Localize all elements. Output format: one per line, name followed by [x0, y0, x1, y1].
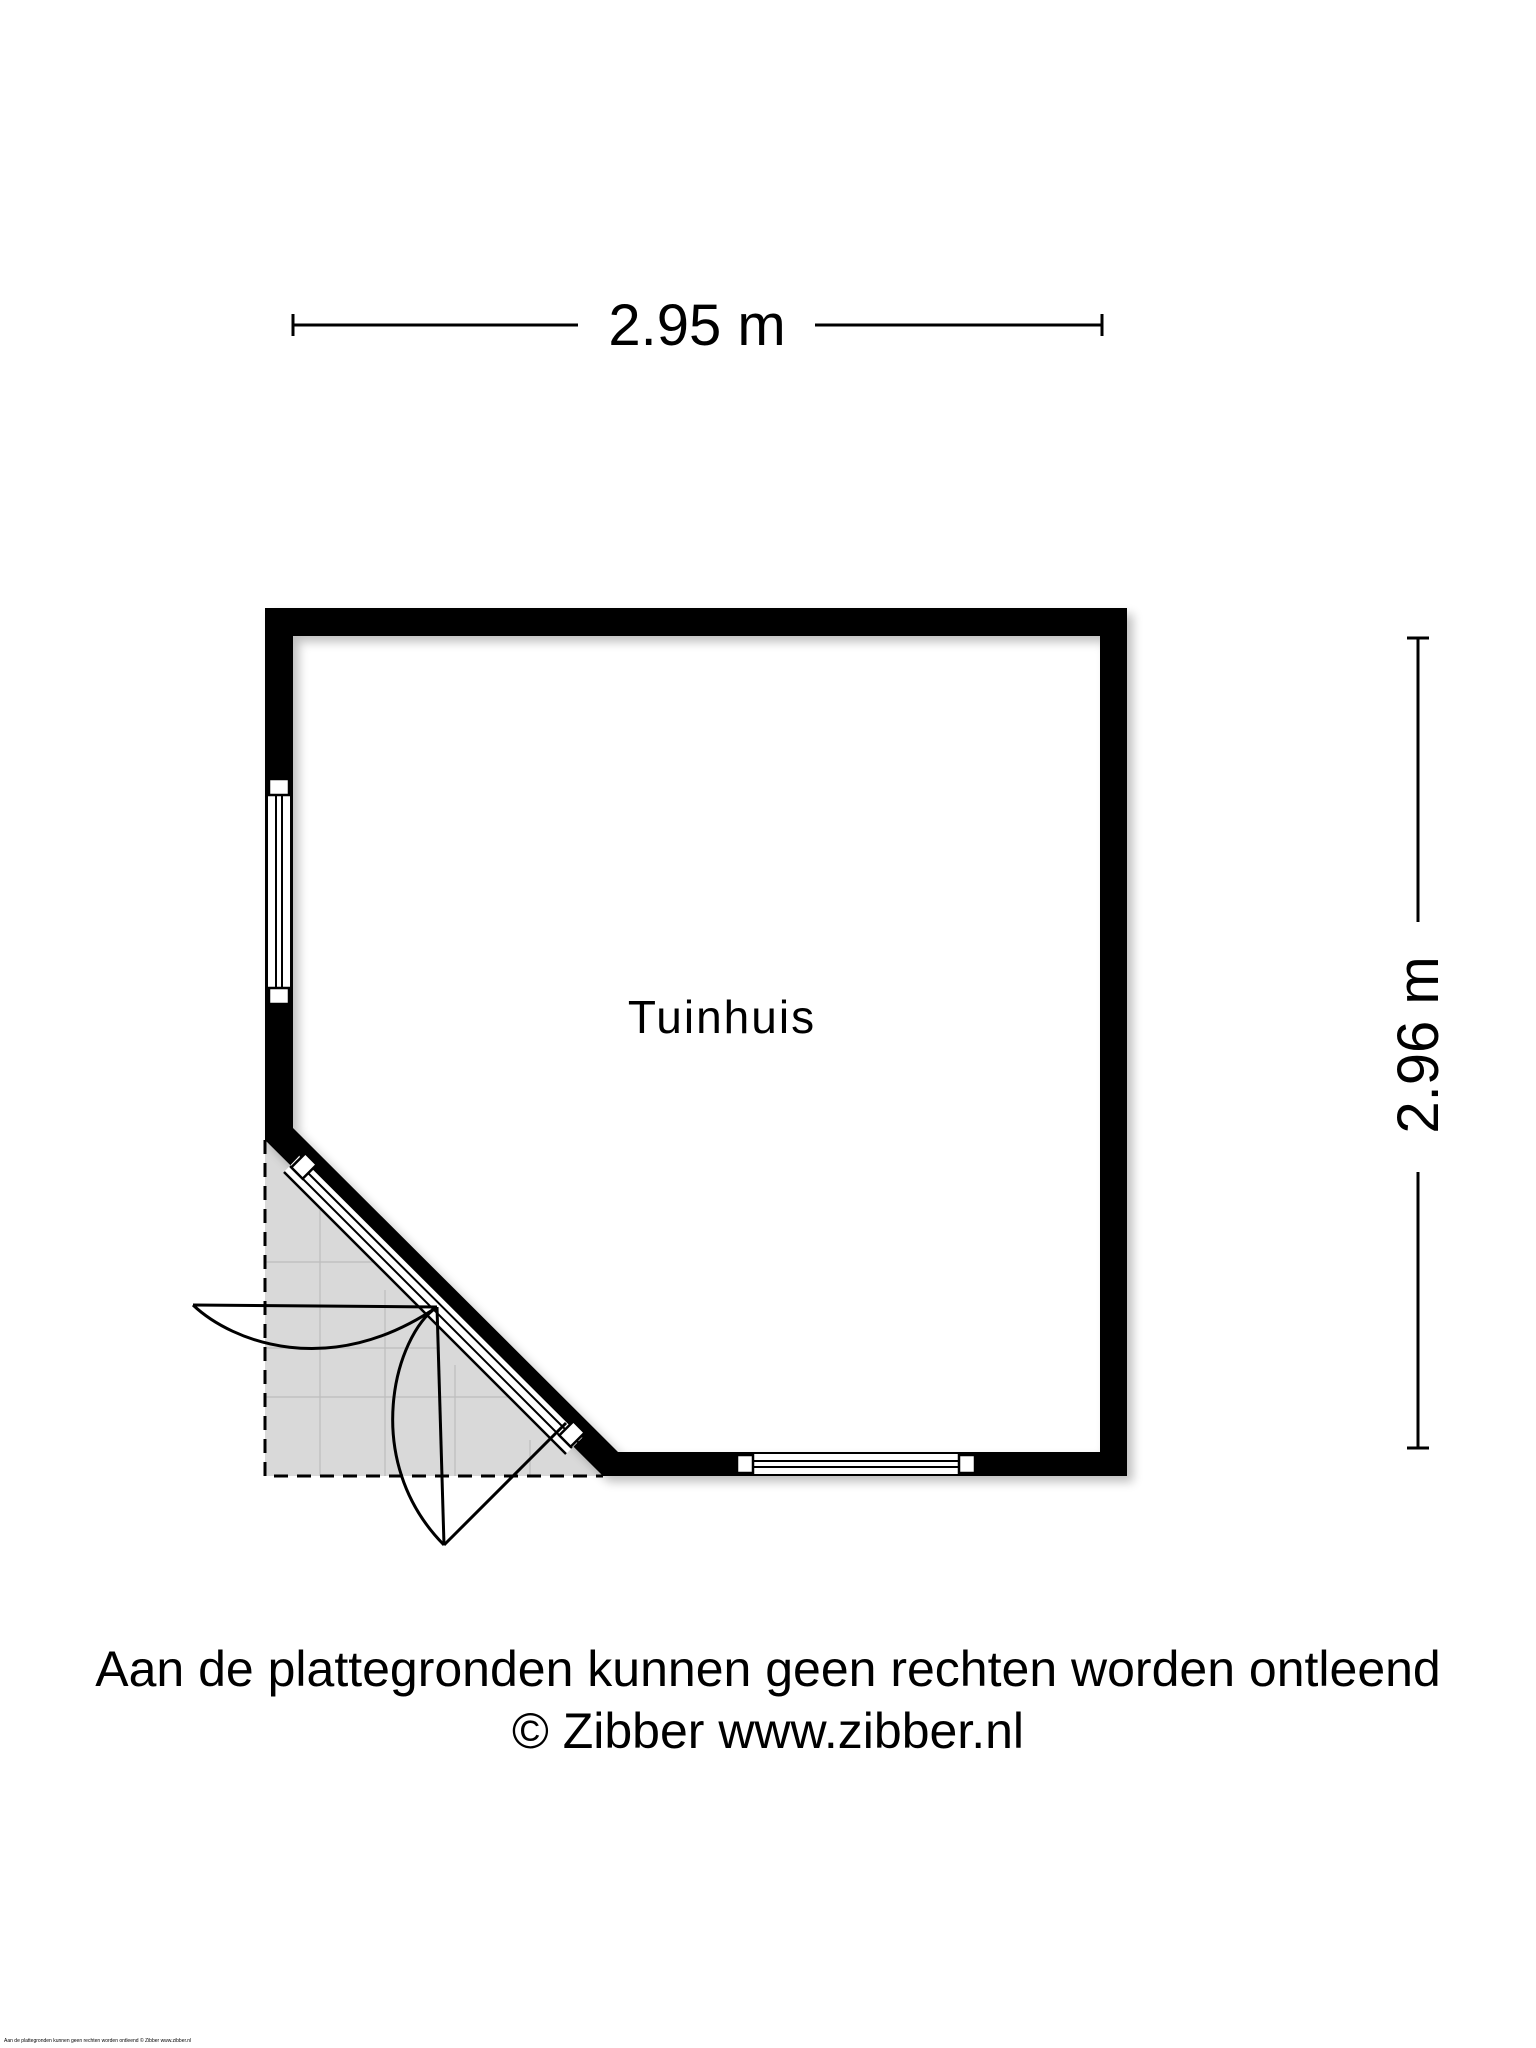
- small-print-text: Aan de plattegronden kunnen geen rechten worden ontleend © Zibber www.zibber.nl: [4, 2038, 192, 2044]
- height-dimension-label: 2.96 m: [1386, 956, 1451, 1134]
- window-bottom-wall: [736, 1454, 976, 1474]
- disclaimer-text: Aan de plattegronden kunnen geen rechten worden ontleend: [95, 1641, 1441, 1697]
- window-left-wall: [268, 778, 290, 1004]
- room-label: Tuinhuis: [627, 991, 817, 1043]
- width-dimension: [293, 293, 1102, 358]
- width-dimension-label: 2.95 m: [608, 293, 786, 358]
- copyright-text: © Zibber www.zibber.nl: [511, 1703, 1025, 1759]
- door-leaf-left: [193, 1305, 437, 1307]
- height-dimension: [1386, 638, 1451, 1448]
- window-left-post-bottom: [269, 988, 289, 1004]
- window-bottom-post-left: [737, 1455, 753, 1473]
- window-left-post-top: [269, 779, 289, 795]
- window-bottom-post-right: [959, 1455, 975, 1473]
